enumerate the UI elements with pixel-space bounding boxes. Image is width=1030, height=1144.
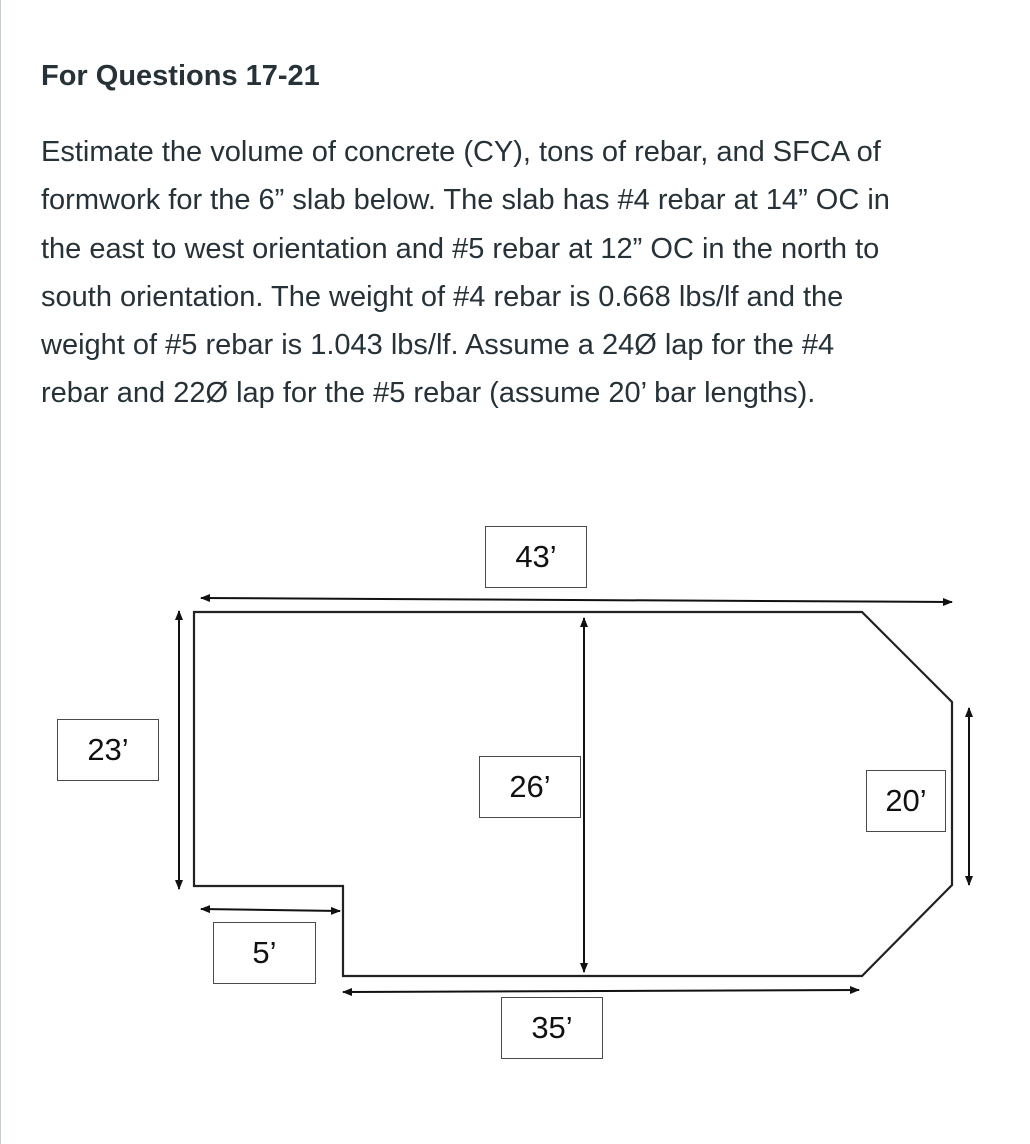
problem-line-3: the east to west orientation and #5 rebar at 12” OC in the north to [41,232,880,265]
top-width-label: 43’ [485,526,587,588]
middle-height-label: 26’ [479,756,581,818]
problem-line-1: Estimate the volume of concrete (CY), tons of rebar, and SFCA of [41,136,881,168]
left-height-label: 23’ [57,719,159,781]
bottom-dimension-arrow [343,990,859,992]
problem-line-2: formwork for the 6” slab below. The slab has #4 rebar at 14” OC in [41,184,890,217]
problem-line-6: rebar and 22Ø lap for the #5 rebar (assume 20’ bar lengths). [41,377,816,410]
problem-line-5: weight of #5 rebar is 1.043 lbs/lf. Assume a 24Ø lap for the #4 [41,329,835,362]
right-height-label: 20’ [866,770,946,832]
bottom-width-label: 35’ [501,997,603,1059]
questions-heading: For Questions 17-21 [41,60,320,92]
notch-width-label: 5’ [213,922,316,984]
problem-line-4: south orientation. The weight of #4 rebar is 0.668 lbs/lf and the [41,280,844,313]
notch-dimension-arrow [201,909,340,911]
top-dimension-arrow [201,598,952,602]
